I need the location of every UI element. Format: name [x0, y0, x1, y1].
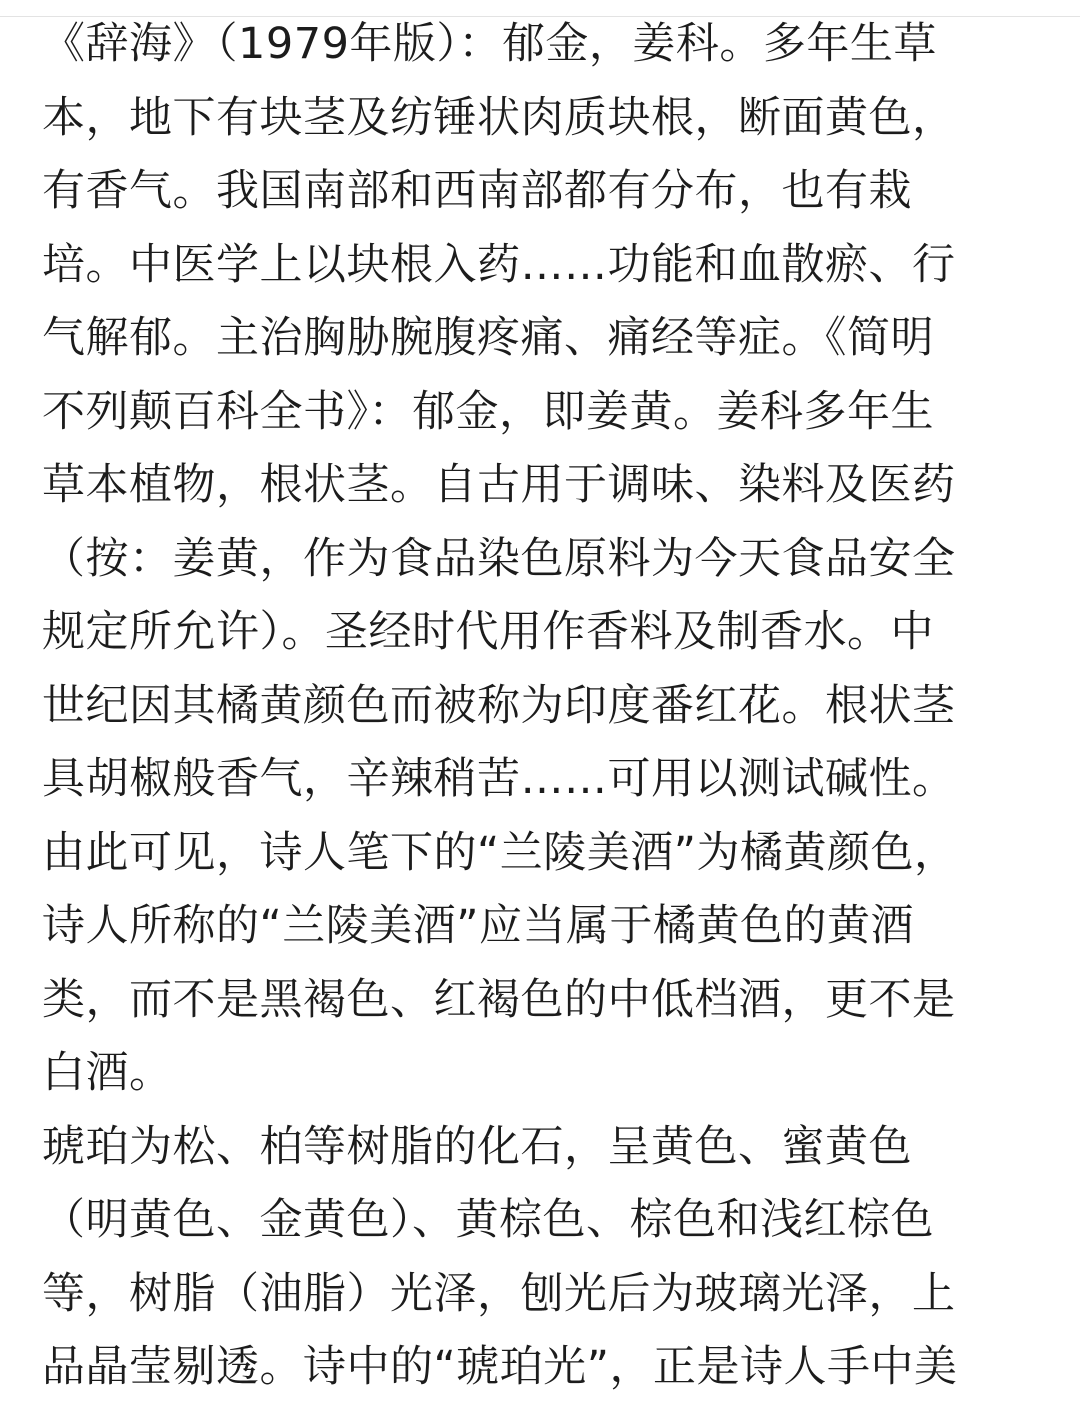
text-line: 气解郁。主治胸胁腕腹疼痛、痛经等症。《简明: [42, 313, 934, 363]
text-line: 由此可见，诗人笔下的“兰陵美酒”为橘黄颜色，: [42, 827, 958, 878]
text-line: 本，地下有块茎及纺锤状肉质块根，断面黄色，: [42, 92, 956, 143]
text-line: 《辞海》（1979年版）：郁金，姜科。多年生草: [42, 19, 937, 69]
text-line: 具胡椒般香气，辛辣稍苦……可用以测试碱性。: [42, 754, 956, 804]
text-line: 世纪因其橘黄颜色而被称为印度番红花。根状茎: [42, 680, 956, 731]
text-line: 有香气。我国南部和西南部都有分布，也有栽: [42, 166, 912, 216]
text-line: 类，而不是黑褐色、红褐色的中低档酒，更不是: [42, 974, 956, 1025]
article-body: [42, 8, 1042, 1405]
text-line: （明黄色、金黄色）、黄棕色、棕色和浅红棕色: [42, 1195, 934, 1245]
text-line: （按：姜黄，作为食品染色原料为今天食品安全: [42, 533, 956, 584]
text-line: 诗人所称的“兰陵美酒”应当属于橘黄色的黄酒: [42, 901, 915, 951]
text-line: 培。中医学上以块根入药……功能和血散瘀、行: [42, 239, 956, 290]
text-line: 琥珀为松、柏等树脂的化石，呈黄色、蜜黄色: [42, 1121, 912, 1172]
text-line: 规定所允许）。圣经时代用作香料及制香水。中: [42, 607, 934, 657]
text-line: 等，树脂（油脂）光泽，刨光后为玻璃光泽，上: [42, 1268, 956, 1319]
text-line: 品晶莹剔透。诗中的“琥珀光”，正是诗人手中美: [42, 1342, 958, 1392]
text-line: 白酒。: [42, 1048, 173, 1098]
text-line: 不列颠百科全书》：郁金，即姜黄。姜科多年生: [42, 386, 934, 437]
text-line: 草本植物，根状茎。自古用于调味、染料及医药: [42, 460, 956, 510]
